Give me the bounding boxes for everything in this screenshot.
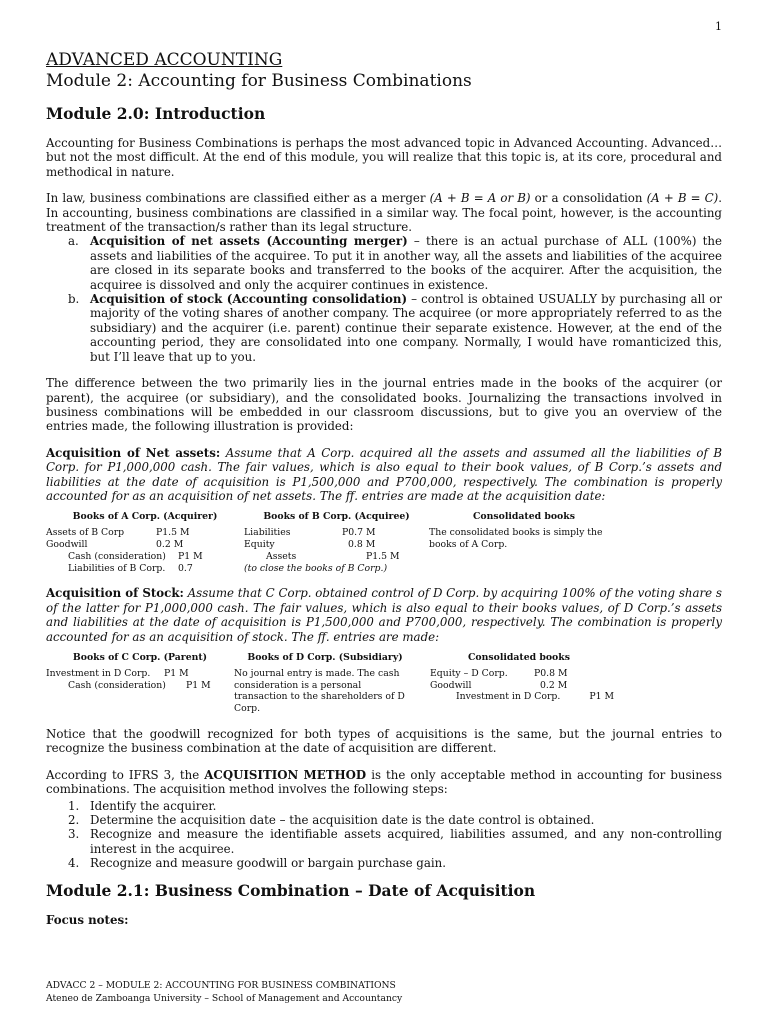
intro-paragraph-1: Accounting for Business Combinations is perhaps the most advanced topic in Advanced Accounting. Advanced… but not the most difficult. At the end of this module, you will realize that this topic is, at its core, procedural and methodical in nature. [46, 136, 722, 179]
journal-row: Assets P1.5 M [266, 550, 400, 562]
subsidiary-books [234, 652, 424, 715]
acquisition-steps-list [46, 799, 722, 871]
journal-row: Equity – D Corp. P0.8 M [430, 667, 568, 679]
journal-row: Investment in D Corp. P1 M [456, 691, 614, 703]
journal-row: Liabilities P0.7 M [244, 527, 376, 539]
goodwill-note: Notice that the goodwill recognized for both types of acquisitions is the same, but the journal entries to recognize the business combination at the date of acquisition are different. [46, 726, 722, 756]
list-item: 2. Determine the acquisition date – the acquisition date is the date control is obtained. [68, 812, 595, 827]
consolidated-books-stock [424, 652, 614, 715]
acquiree-header: Books of B Corp. (Acquiree) [263, 511, 410, 523]
footer-institution: Ateneo de Zamboanga University – School of Management and Accountancy [46, 992, 403, 1004]
parent-header: Books of C Corp. (Parent) [72, 651, 208, 663]
intro-heading: Module 2.0: Introduction [46, 104, 266, 123]
journal-row: Assets of B Corp P1.5 M [46, 527, 190, 539]
stock-entries [46, 652, 722, 715]
list-item: 1. Identify the acquirer. [68, 798, 217, 813]
journal-row: Goodwill 0.2 M [430, 679, 568, 691]
acquirer-books [46, 511, 244, 574]
acquisition-method: ACQUISITION METHOD [204, 767, 367, 782]
footer-course: ADVACC 2 – MODULE 2: ACCOUNTING FOR BUSINESS COMBINATIONS [46, 980, 396, 991]
journal-row: Cash (consideration) P1 M [68, 550, 203, 562]
stock-illustration: Acquisition of Stock: Assume that C Corp. obtained control of D Corp. by acquiring 100% of the voting share s of the latter for P1,000,000 cash. The fair values, which is also equal to their books values, of D Corp.’s assets and liabilities at the date of acquisition is P1,500,000 and P700,000, respectively. The combination is properly accounted for as an acquisition of stock. The ff. entries are made: [46, 586, 722, 644]
subsidiary-text: No journal entry is made. The cash consideration is a personal transaction to the shareholders of D Corp. [234, 667, 405, 715]
net-assets-illustration: Acquisition of Net assets: Assume that A Corp. acquired all the assets and assumed all the liabilities of B Corp. for P1,000,000 cash. The fair values, which is also equal to their book values, of B Corp.’s assets and liabilities at the date of acquisition is P1,500,000 and P700,000, respectively. The combination is properly accounted for as an acquisition of net assets. The ff. entries are made at the acquisition date: [46, 445, 722, 503]
parent-books [46, 652, 234, 715]
acquiree-note: (to close the books of B Corp.) [244, 562, 388, 574]
journal-row: Equity 0.8 M [244, 538, 376, 550]
ifrs-paragraph: According to IFRS 3, the ACQUISITION METHOD is the only acceptable method in accounting for business combinations. The acquisition method involves the following steps: [46, 767, 723, 797]
intro-paragraph-3: The difference between the two primarily lies in the journal entries made in the books of the acquirer (or parent), the acquiree (or subsidiary), and the consolidated books. Journalizing the transactions involved in business combinations will be embedded in our classroom discussions, but to give you an overview of the entries made, the following illustration is provided: [46, 376, 722, 434]
consolidated-text: The consolidated books is simply the books of A Corp. [429, 527, 603, 550]
list-item: b. Acquisition of stock (Accounting consolidation) – control is obtained USUALLY by purchasing all or majority of the voting shares of another company. The acquiree (or more appropriately referred to as the subsidiary) and the acquirer (i.e. parent) continue their separate existence. However, at the end of the accounting period, they are consolidated into one company. Normally, I would have romanticized this, but I’ll leave that up to you. [68, 292, 722, 364]
page-number: 1 [715, 20, 722, 33]
journal-row: Cash (consideration) P1 M [68, 679, 211, 691]
list-item: 3. Recognize and measure the identifiable assets acquired, liabilities assumed, and any non-controlling interest in the acquiree. [68, 827, 722, 856]
document-title: ADVANCED ACCOUNTING [46, 50, 283, 70]
intro-paragraph-2: In law, business combinations are classified either as a merger (A + B = A or B) or a consolidation (A + B = C). In accounting, business combinations are classified in a similar way. The focal point, however, is the accounting treatment of the transaction/s rather than its legal structure. [46, 191, 722, 235]
combination-types-list [46, 234, 722, 364]
page-footer [46, 980, 402, 1005]
consolidated-books [429, 511, 619, 574]
focus-notes-label: Focus notes: [46, 912, 129, 927]
consolidation-formula: (A + B = C) [646, 191, 719, 206]
module-title: Module 2: Accounting for Business Combinations [46, 71, 472, 91]
consolidated-header: Consolidated books [468, 651, 570, 663]
net-assets-entries [46, 511, 722, 574]
consolidated-header: Consolidated books [473, 511, 575, 523]
section-2-1-heading: Module 2.1: Business Combination – Date of Acquisition [46, 880, 536, 900]
journal-row: Goodwill 0.2 M [46, 538, 184, 550]
journal-row: Liabilities of B Corp. 0.7 [68, 562, 193, 574]
list-item: a. Acquisition of net assets (Accounting merger) – there is an actual purchase of ALL (100%) the assets and liabilities of the acquiree. To put it in another way, all the assets and liabilities of the acquiree are closed in its separate books and transferred to the books of the acquirer. After the acquisition, the acquiree is dissolved and only the acquirer continues in existence. [68, 234, 722, 292]
subsidiary-header: Books of D Corp. (Subsidiary) [247, 651, 403, 663]
list-item: 4. Recognize and measure goodwill or bargain purchase gain. [68, 856, 447, 871]
merger-formula: (A + B = A or B) [429, 191, 531, 206]
acquiree-books [244, 511, 429, 574]
document-body [46, 50, 722, 927]
acquirer-header: Books of A Corp. (Acquirer) [72, 511, 218, 523]
journal-row: Investment in D Corp. P1 M [46, 667, 189, 679]
